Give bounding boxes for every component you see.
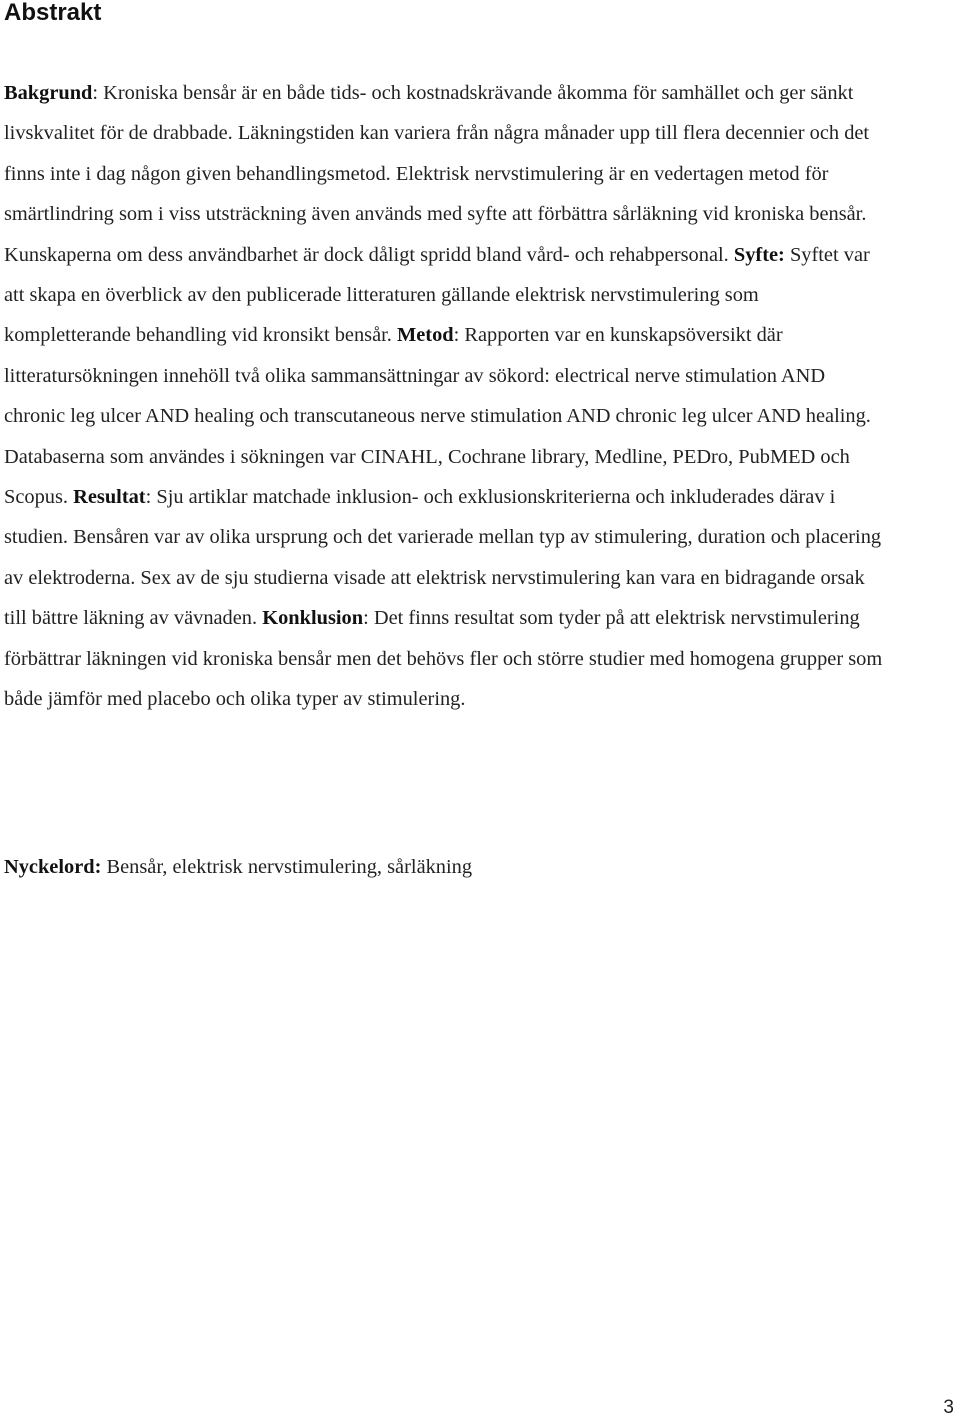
- metod-label: Metod: [397, 324, 454, 347]
- keywords-label: Nyckelord:: [4, 856, 102, 878]
- abstract-paragraph: [4, 73, 889, 720]
- keywords-text: Bensår, elektrisk nervstimulering, sårläkning: [101, 856, 473, 878]
- konklusion-text: : Det finns resultat som tyder på att elektrisk nervstimulering förbättrar läkningen vid kroniska bensår men det behövs fler och större studier med homogena grupper som både jämför med placebo och olika typer av stimulering.: [4, 607, 883, 711]
- resultat-label: Resultat: [73, 486, 146, 509]
- bakgrund-label: Bakgrund: [4, 82, 93, 104]
- syfte-text: Syftet var att skapa en överblick av den publicerade litteraturen gällande elektrisk nervstimulering som kompletterande behandling vid kronsikt bensår.: [4, 243, 870, 347]
- bakgrund-text: : Kroniska bensår är en både tids- och kostnadskrävande åkomma för samhället och ger sänkt livskvalitet för de drabbade. Läkningstiden kan variera från några månader upp till flera decennier och det finns inte i dag någon given behandlingsmetod. Elektrisk nervstimulering är en vedertagen metod för smärtlindring som i viss utsträckning även används med syfte att förbättra sårläkning vid kroniska bensår. Kunskaperna om dess användbarhet är dock dåligt spridd bland vård- och rehabpersonal.: [4, 82, 870, 266]
- page-number: 3: [943, 1397, 954, 1418]
- keywords-line: [4, 847, 904, 887]
- syfte-label: Syfte:: [733, 243, 785, 266]
- abstract-heading: Abstrakt: [4, 0, 102, 26]
- resultat-text: : Sju artiklar matchade inklusion- och exklusionskriterierna och inkluderades därav i studien. Bensåren var av olika ursprung och det varierade mellan typ av stimulering, duration och placering av elektroderna. Sex av de sju studierna visade att elektrisk nervstimulering kan vara en bidragande orsak till bättre läkning av vävnaden.: [4, 486, 882, 630]
- konklusion-label: Konklusion: [262, 607, 364, 630]
- metod-text: : Rapporten var en kunskapsöversikt där litteratursökningen innehöll två olika sammansättningar av sökord: electrical nerve stimulation AND chronic leg ulcer AND healing och transcutaneous nerve stimulation AND chronic leg ulcer AND healing. Databaserna som användes i sökningen var CINAHL, Cochrane library, Medline, PEDro, PubMED och Scopus.: [4, 324, 871, 509]
